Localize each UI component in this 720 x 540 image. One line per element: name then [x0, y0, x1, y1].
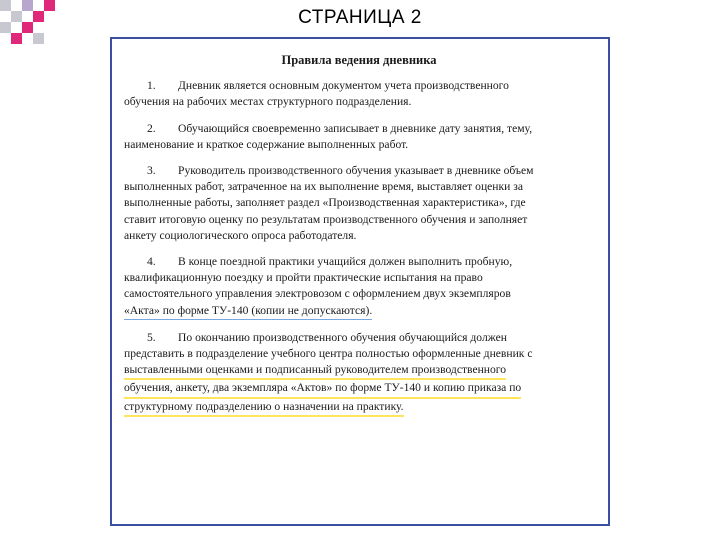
rule-line: ставит итоговую оценку по результатам производственного обучения и заполняет — [124, 212, 528, 226]
document-heading: Правила ведения дневника — [281, 53, 437, 67]
rule-line: представить в подразделение учебного центра полностью оформленные дневник с — [124, 347, 533, 361]
rule-number: 4. — [147, 255, 156, 269]
rule-line: обучения на рабочих местах структурного подразделения. — [124, 95, 412, 109]
rule-paragraph-1 — [124, 78, 594, 110]
slide-title: СТРАНИЦА 2 — [298, 7, 422, 28]
rule-number: 3. — [147, 164, 156, 178]
rule-number: 2. — [147, 121, 156, 135]
rule-line: выполненные работы, заполняет раздел «Производственная характеристика», где — [124, 196, 526, 210]
rule-line: 3. Руководитель производственного обучения указывает в дневнике объем — [124, 163, 594, 179]
rule-number: 5. — [147, 330, 156, 344]
rule-line: выставленными оценками и подписанный руководителем производственного — [124, 362, 506, 380]
rule-line: 5. По окончанию производственного обучения обучающийся должен — [124, 330, 594, 346]
rule-line: самостоятельного управления электровозом с оформлением двух экземпляров — [124, 287, 511, 301]
rule-line: анкету социологического опроса работодателя. — [124, 228, 357, 242]
rule-line: квалификационную поездку и пройти практические испытания на право — [124, 271, 483, 285]
rule-line: 2. Обучающийся своевременно записывает в дневнике дату занятия, тему, — [124, 121, 594, 137]
rule-line: 4. В конце поездной практики учащийся должен выполнить пробную, — [124, 254, 594, 270]
rule-paragraph-4 — [124, 254, 594, 320]
rule-line: выполненных работ, затраченное на их выполнение время, выставляет оценки за — [124, 180, 523, 194]
deco-square — [33, 33, 44, 44]
rule-paragraph-5 — [124, 330, 594, 417]
rule-paragraph-2 — [124, 121, 594, 153]
rule-line: «Акта» по форме ТУ-140 (копии не допускаются). — [124, 303, 372, 320]
rule-line: обучения, анкету, два экземпляра «Актов» по форме ТУ-140 и копию приказа по — [124, 380, 521, 398]
rule-line: наименование и краткое содержание выполненных работ. — [124, 137, 409, 151]
document-content — [124, 52, 594, 427]
deco-square — [11, 33, 22, 44]
rule-line: структурному подразделению о назначении на практику. — [124, 399, 404, 417]
rule-paragraph-3 — [124, 163, 594, 244]
rule-number: 1. — [147, 79, 156, 93]
rule-line: 1. Дневник является основным документом учета производственного — [124, 78, 594, 94]
